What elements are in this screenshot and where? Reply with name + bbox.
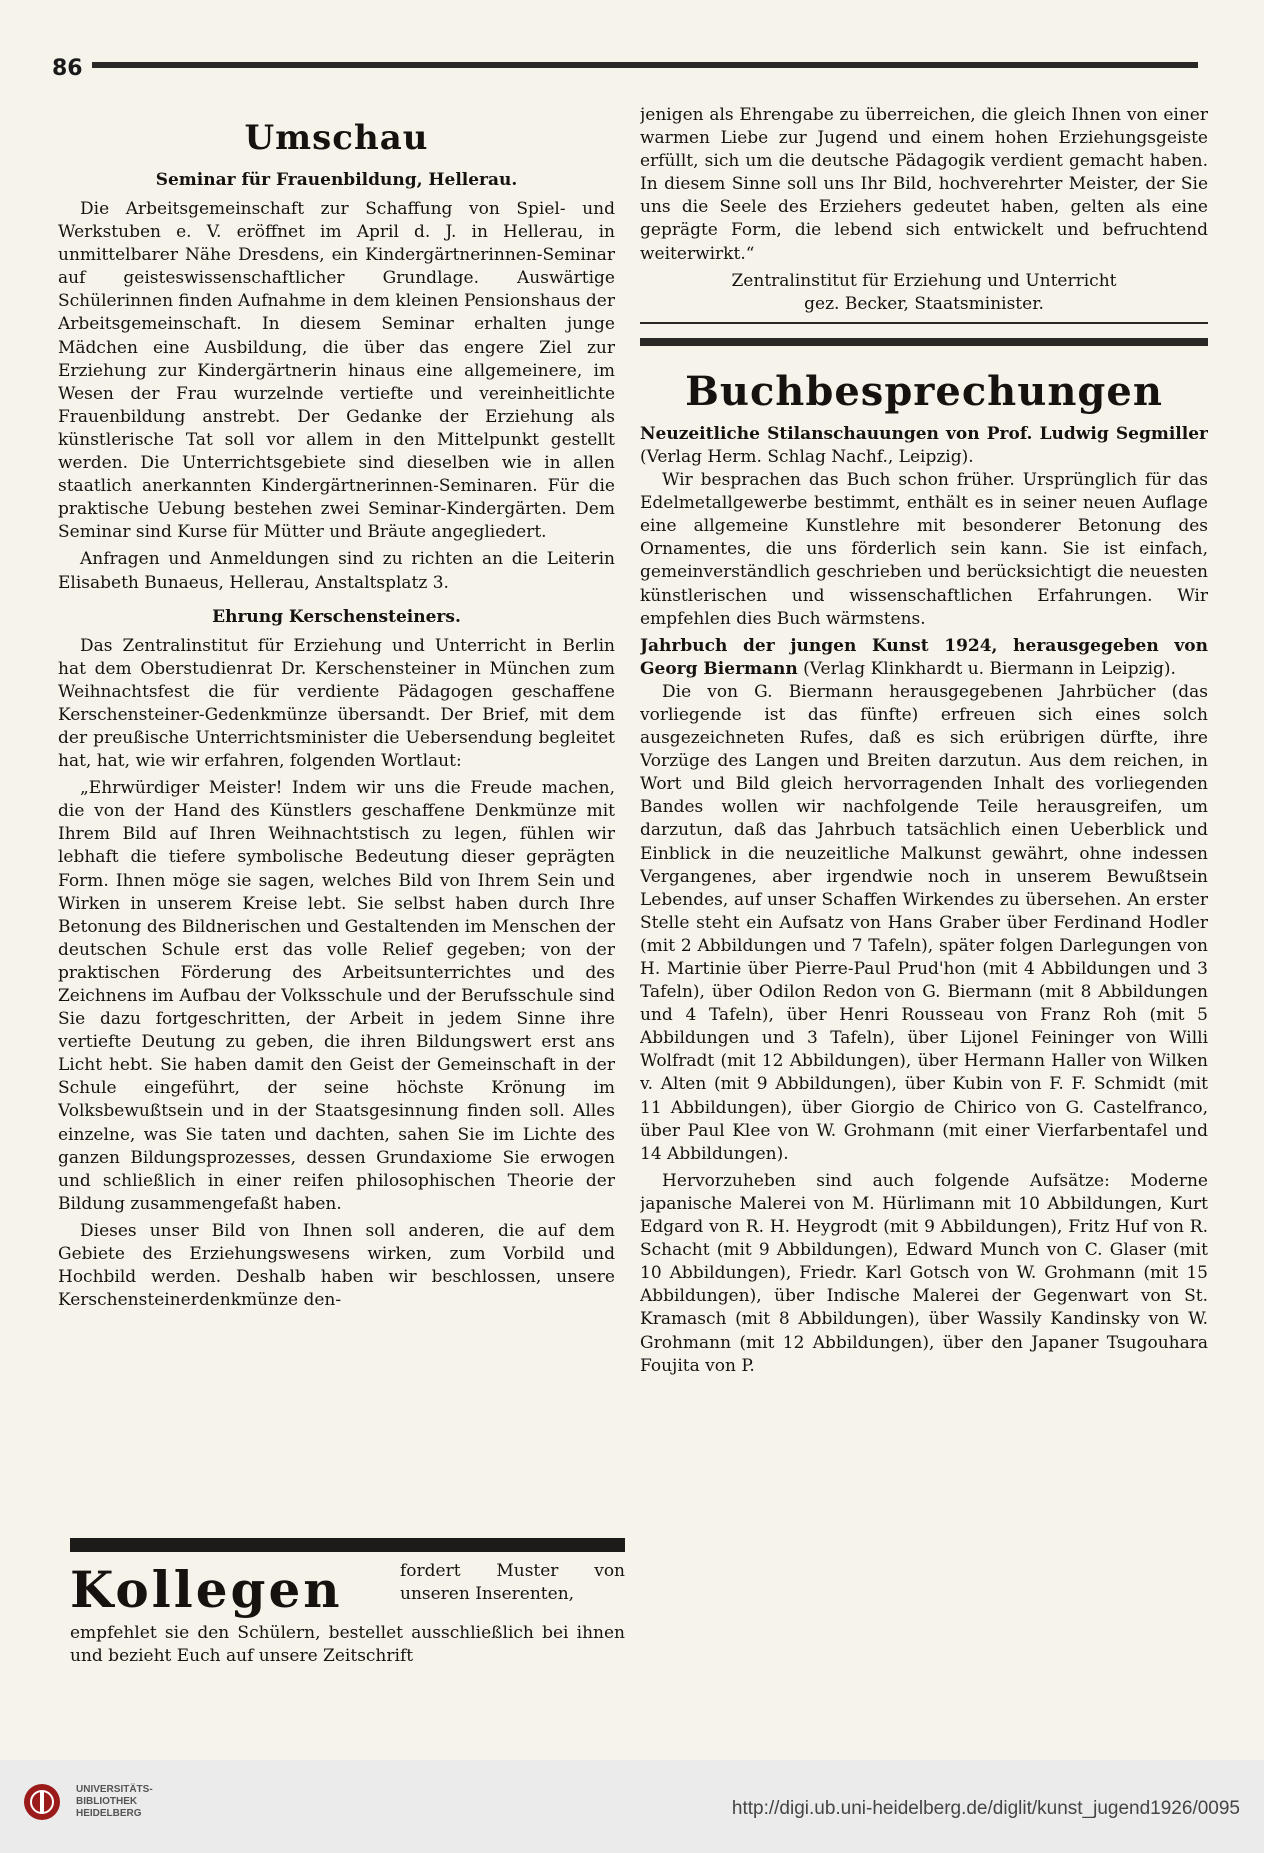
review-jahrbuch-heading: Jahrbuch der jungen Kunst 1924, herausgegeben von Georg Biermann bbox=[640, 635, 1208, 679]
library-name: UNIVERSITÄTS- BIBLIOTHEK HEIDELBERG bbox=[76, 1784, 153, 1819]
signature-institute: Zentralinstitut für Erziehung und Unterricht bbox=[731, 270, 1117, 291]
paragraph-letter-cont: Dieses unser Bild von Ihnen soll anderen, die auf dem Gebiete des Erziehungswesens wirken, zum Vorbild und Hochbild werden. Deshalb haben wir beschlossen, unsere Kerschensteinerdenkmünze den- bbox=[58, 1220, 615, 1311]
divider-thick bbox=[640, 338, 1208, 346]
section-title-umschau: Umschau bbox=[244, 118, 429, 158]
ad-text-bottom: empfehlet sie den Schülern, bestellet ausschließlich bei ihnen und bezieht Euch auf unsere Zeitschrift bbox=[70, 1623, 625, 1666]
paragraph-anfragen: Anfragen und Anmeldungen sind zu richten an die Leiterin Elisabeth Bunaeus, Hellerau, Anstaltsplatz 3. bbox=[58, 549, 615, 593]
header-rule bbox=[92, 62, 1198, 68]
review-segmiller bbox=[640, 423, 1208, 469]
page-number: 86 bbox=[52, 56, 83, 81]
subheading-seminar: Seminar für Frauenbildung, Hellerau. bbox=[155, 170, 518, 190]
right-column bbox=[640, 104, 1208, 1382]
review-jahrbuch-body: Die von G. Biermann herausgegebenen Jahrbücher (das vorliegende ist das fünfte) erfreuen sich eines solch ausgezeichneten Rufes, daß es sich erübrigen dürfte, ihre Vorzüge des Langen und Breiten darzutun. Aus dem reichen, in Wort und Bild gleich hervorragenden Inhalt des vorliegenden Bandes wollen wir nachfolgende Teile herausgreifen, um darzutun, daß das Jahrbuch tatsächlich einen Ueberblick und Einblick in die neuzeitliche Malkunst gewährt, ohne indessen Vergangenes, aber irgendwie noch in unserem Bewußtsein Lebendes, auf unser Schaffen Wirkendes zu übersehen. An erster Stelle steht ein Aufsatz von Hans Graber über Ferdinand Hodler (mit 2 Abbildungen und 7 Tafeln), später folgen Darlegungen von H. Martinie über Pierre-Paul Prud'hon (mit 4 Abbildungen und 3 Tafeln), über Odilon Redon von G. Biermann (mit 8 Abbildungen und 4 Tafeln), über Henri Rousseau von Franz Roh (mit 5 Abbildungen und 3 Tafeln), über Lijonel Feininger von Willi Wolfradt (mit 12 Abbildungen), über Hermann Haller von Wilken v. Alten (mit 9 Abbildungen), über Kubin von F. F. Schmidt (mit 11 Abbildungen), über Giorgio de Chirico von G. Castelfranco, über Paul Klee von W. Grohmann (mit einer Vierfarbentafel und 14 Abbildungen). bbox=[640, 681, 1208, 1164]
review-jahrbuch bbox=[640, 635, 1208, 681]
subheading-ehrung: Ehrung Kerschensteiners. bbox=[212, 606, 461, 627]
advertisement-bar bbox=[70, 1538, 625, 1552]
ad-text-right: fordert Muster von unseren Inserenten, bbox=[400, 1561, 625, 1604]
divider-thin bbox=[640, 322, 1208, 324]
library-logo-icon bbox=[22, 1782, 62, 1822]
paragraph-letter-end: jenigen als Ehrengabe zu überreichen, die gleich Ihnen von einer warmen Liebe zur Jugend und einem hohen Erziehungsgeiste erfüllt, sich um die deutsche Pädagogik verdient gemacht haben. In diesem Sinne soll uns Ihr Bild, hochverehrter Meister, der Sie uns die Seele des Erziehers gedeutet haben, gelten als eine geprägte Form, die lebend sich entwickelt und befruchtend weiterwirkt.“ bbox=[640, 105, 1208, 264]
paragraph-seminar: Die Arbeitsgemeinschaft zur Schaffung von Spiel- und Werkstuben e. V. eröffnet im April d. J. in Hellerau, in unmittelbarer Nähe Dresdens, ein Kindergärtnerinnen-Seminar auf geisteswissenschaftlicher Grundlage. Auswärtige Schülerinnen finden Aufnahme in dem kleinen Pensionshaus der Arbeitsgemeinschaft. In diesem Seminar erhalten junge Mädchen eine Ausbildung, die über das engere Ziel zur Erziehung zur Kindergärtnerin hinaus eine allgemeinere, im Wesen der Frau wurzelnde vertiefte und vereinheitlichte Frauenbildung anstrebt. Der Gedanke der Erziehung als künstlerische Tat soll vor allem in den Mittelpunkt gestellt werden. Die Unterrichtsgebiete sind dieselben wie in allen staatlich anerkannten Kindergärtnerinnen-Seminaren. Für die praktische Uebung bestehen zwei Seminar-Kindergärten. Dem Seminar sind Kurse für Mütter und Bräute angegliedert. bbox=[58, 199, 615, 543]
signature-minister: gez. Becker, Staatsminister. bbox=[804, 293, 1044, 314]
paragraph-zentralinstitut: Das Zentralinstitut für Erziehung und Unterricht in Berlin hat dem Oberstudienrat Dr. Kerschensteiner in München zum Weihnachtsfest die für verdiente Pädagogen geschaffene Kerschensteiner-Gedenkmünze übersandt. Der Brief, mit dem der preußische Unterrichtsminister die Uebersendung begleitet hat, hat, wie wir erfahren, folgenden Wortlaut: bbox=[58, 635, 615, 772]
review-segmiller-publisher: (Verlag Herm. Schlag Nachf., Leipzig). bbox=[640, 446, 974, 467]
footer-bar bbox=[0, 1760, 1264, 1853]
section-title-buchbesprechungen: Buchbesprechungen bbox=[685, 367, 1163, 415]
review-segmiller-body: Wir besprachen das Buch schon früher. Ursprünglich für das Edelmetallgewerbe bestimmt, enthält es in seiner neuen Auflage eine allgemeine Kunstlehre mit besonderer Betonung des Ornamentes, die uns förderlich sein kann. Sie ist einfach, gemeinverständlich geschrieben und berücksichtigt die neuesten künstlerischen und wissenschaftlichen Erfahrungen. Wir empfehlen dies Buch wärmstens. bbox=[640, 470, 1208, 629]
source-url[interactable]: http://digi.ub.uni-heidelberg.de/diglit/kunst_jugend1926/0095 bbox=[731, 1798, 1240, 1819]
review-jahrbuch-publisher: (Verlag Klinkhardt u. Biermann in Leipzig). bbox=[803, 658, 1176, 679]
paragraph-letter: „Ehrwürdiger Meister! Indem wir uns die Freude machen, die von der Hand des Künstlers geschaffene Denkmünze mit Ihrem Bild auf Ihren Weihnachtstisch zu legen, fühlen wir lebhaft die tiefere symbolische Bedeutung dieser geprägten Form. Ihnen möge sie sagen, welches Bild von Ihrem Sein und Wirken in unserem Kreise lebt. Sie selbst haben durch Ihre Betonung des Bildnerischen und Gestaltenden im Menschen der deutschen Schule erst das volle Relief gegeben; von der praktischen Förderung des Arbeitsunterrichtes und des Zeichnens im Aufbau der Volksschule und der Berufsschule sind Sie dazu fortgeschritten, der Arbeit in jedem Sinne ihre vertiefte Deutung zu geben, die ihren Bildungswert erst ans Licht hebt. Sie haben damit den Geist der Gemeinschaft in der Schule eingeführt, der seine höchste Krönung im Volksbewußtsein und in der Staatsgesinnung finden soll. Alles einzelne, was Sie taten und dachten, sahen Sie im Lichte des ganzen Bildungsprozesses, dessen Grundaxiome Sie erwogen und schließlich in einer reifen philosophischen Theorie der Bildung zusammengefaßt haben. bbox=[58, 778, 615, 1214]
left-column bbox=[58, 104, 615, 1316]
review-segmiller-heading: Neuzeitliche Stilanschauungen von Prof. Ludwig Segmiller bbox=[640, 423, 1208, 444]
page-header bbox=[52, 56, 1198, 84]
ad-headline: Kollegen bbox=[70, 1560, 343, 1619]
review-jahrbuch-body2: Hervorzuheben sind auch folgende Aufsätze: Moderne japanische Malerei von M. Hürlimann mit 10 Abbildungen, Kurt Edgard von R. H. Heygrodt (mit 9 Abbildungen), Fritz Huf von R. Schacht (mit 9 Abbildungen), Edward Munch von C. Glaser (mit 10 Abbildungen), Friedr. Karl Gotsch von W. Grohmann (mit 15 Abbildungen), über Indische Malerei der Gegenwart von St. Kramasch (mit 8 Abbildungen), über Wassily Kandinsky von W. Grohmann (mit 12 Abbildungen), über den Japaner Tsugouhara Foujita von P. bbox=[640, 1170, 1208, 1376]
